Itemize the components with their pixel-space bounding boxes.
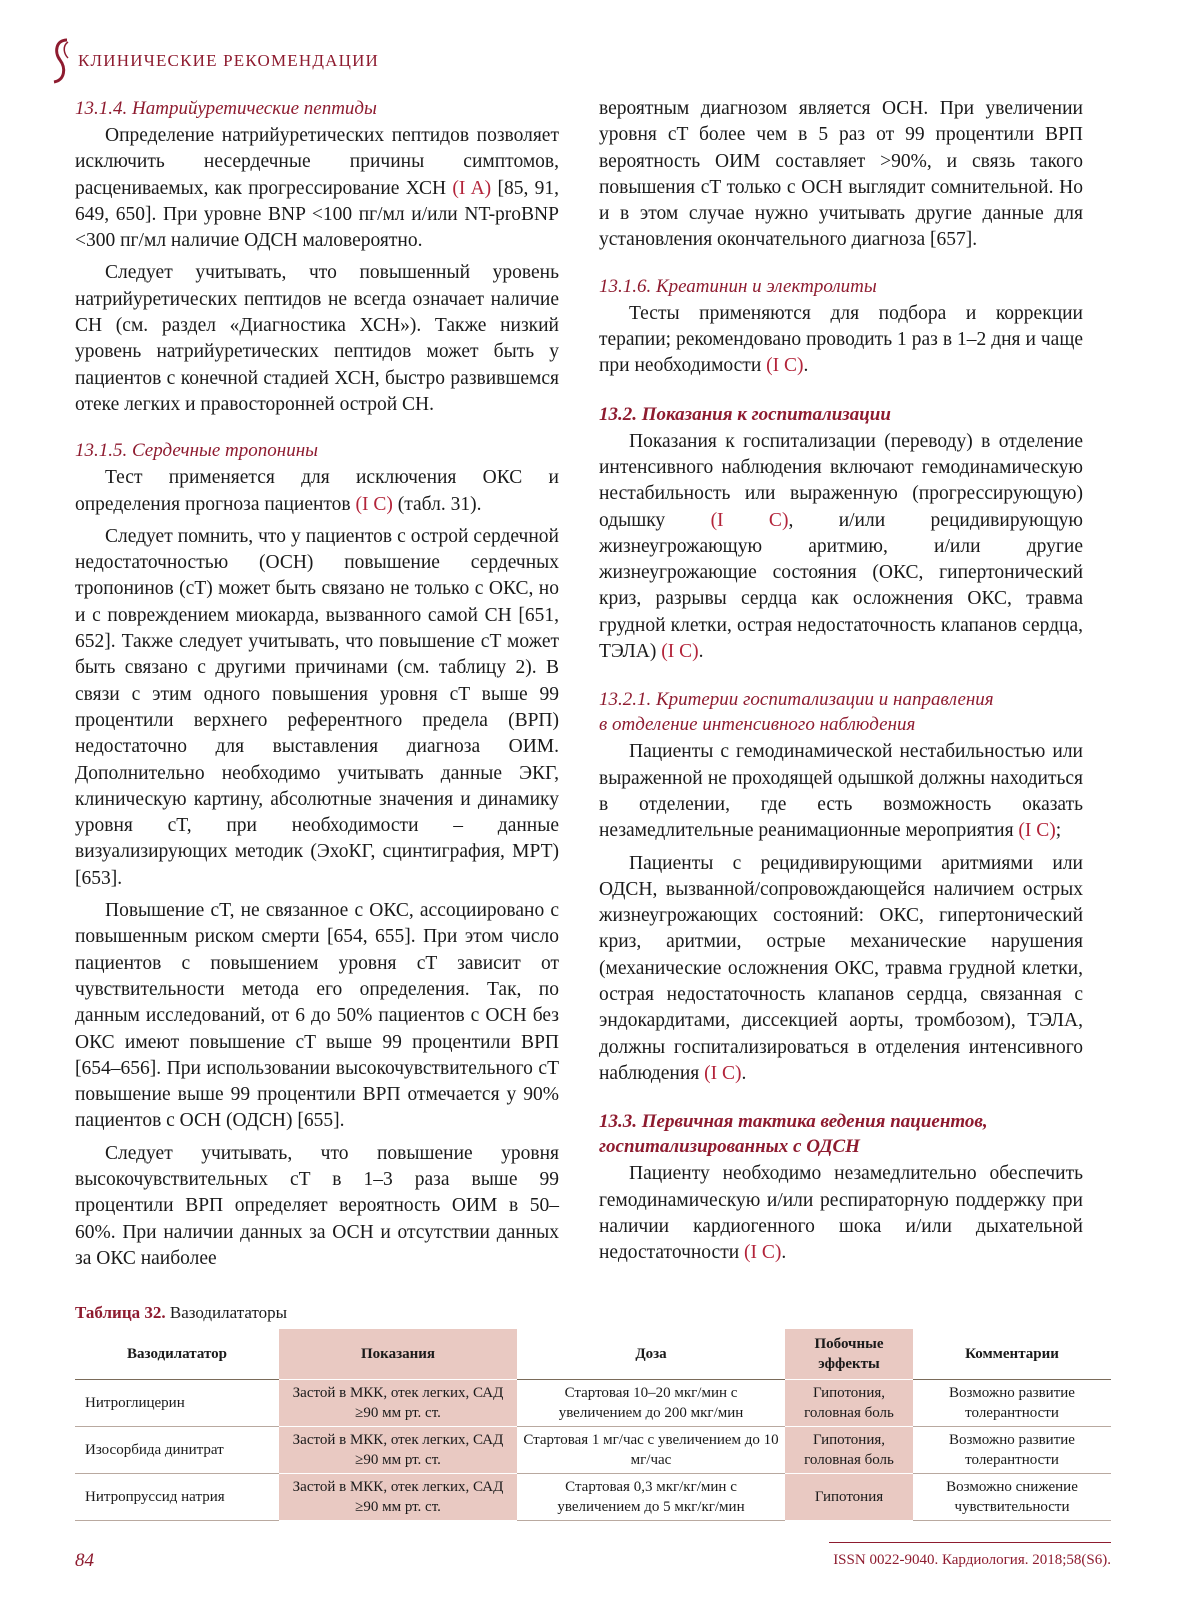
left-column: [75, 96, 559, 1272]
table-row: [75, 1380, 1111, 1427]
table-cell: Стартовая 1 мг/час с увеличением до 10 мг/час: [517, 1427, 785, 1474]
evidence-level: (I C): [704, 1062, 742, 1084]
heading-13-2: 13.2. Показания к госпитализации: [599, 403, 891, 425]
paragraph: Показания к госпитализации (переводу) в отделение интенсивного наблюдения включают гемодинамическую нестабильность или выраженную (прогрессирующую) одышку (I C), и/или рецидивирующую жизнеугрожающую аритмию, и/или другие жизнеугрожающие состояния (ОКС, гипертонический криз, разрывы сердца как осложнения ОКС, травма грудной клетки, острая недостаточность клапанов сердца, ТЭЛА) (I C).: [599, 430, 1083, 663]
paragraph: Пациенты с гемодинамической нестабильностью или выраженной не проходящей одышкой должны находиться в отделении, где есть возможность оказать незамедлительные реанимационные мероприятия (I C);: [599, 741, 1083, 842]
evidence-level: (I C): [766, 355, 804, 377]
paragraph: Следует учитывать, что повышение уровня высокочувствительных cT в 1–3 раза выше 99 процентили ВРП определяет вероятность ОИМ в 50–60%. При наличии данных за ОСН и отсутствии данных за ОКС наиболее: [75, 1142, 559, 1269]
table-cell: Гипотония, головная боль: [785, 1427, 913, 1474]
evidence-level: (I A): [452, 177, 492, 199]
right-column: [599, 96, 1083, 1266]
column-header: Комментарии: [913, 1329, 1111, 1380]
evidence-level: (I C): [1018, 820, 1056, 842]
table-cell: Гипотония: [785, 1474, 913, 1521]
paragraph: Пациенты с рецидивирующими аритмиями или ОДСН, вызванной/сопровождающейся наличием острых жизнеугрожающих состояний: ОКС, гипертонический криз, аритмии, острые механические нарушения (механические осложнения ОКС, травма грудной клетки, острая недостаточность клапанов сердца, связанная с эндокардитами, диссекцией аорты, тромбозом), ТЭЛА, должны госпитализироваться в отделения интенсивного наблюдения (I C).: [599, 852, 1083, 1084]
table-cell: Нитропруссид натрия: [75, 1474, 279, 1521]
column-header: Доза: [517, 1329, 785, 1380]
heading-13-1-4: 13.1.4. Натрийуретические пептиды: [75, 98, 377, 119]
table-cell: Застой в МКК, отек легких, САД ≥90 мм рт. ст.: [279, 1380, 517, 1427]
journal-logo-icon: [48, 36, 74, 86]
heading-13-1-5: 13.1.5. Сердечные тропонины: [75, 440, 318, 462]
heading-13-1-6: 13.1.6. Креатинин и электролиты: [599, 275, 877, 297]
paragraph: Пациенту необходимо незамедлительно обеспечить гемодинамическую и/или респираторную поддержку при наличии кардиогенного шока и/или дыхательной недостаточности (I C).: [599, 1163, 1083, 1264]
vasodilators-table: [75, 1329, 1111, 1521]
page-number: 84: [75, 1550, 94, 1571]
journal-citation: ISSN 0022-9040. Кардиология. 2018;58(S6).: [833, 1552, 1111, 1568]
evidence-level: (I C): [661, 641, 699, 663]
table-cell: Застой в МКК, отек легких, САД ≥90 мм рт. ст.: [279, 1474, 517, 1521]
heading-13-2-1: 13.2.1. Критерии госпитализации и направления в отделение интенсивного наблюдения: [599, 689, 994, 736]
heading-13-3: 13.3. Первичная тактика ведения пациентов, госпитализированных с ОДСН: [599, 1111, 988, 1158]
table-header-row: [75, 1329, 1111, 1380]
table-cell: Возможно развитие толерантности: [913, 1380, 1111, 1427]
table-cell: Возможно развитие толерантности: [913, 1427, 1111, 1474]
paragraph: Тест применяется для исключения ОКС и определения прогноза пациентов (I C) (табл. 31).: [75, 467, 559, 515]
evidence-level: (I C): [355, 493, 393, 515]
table-cell: Стартовая 0,3 мкг/кг/мин с увеличением до 5 мкг/кг/мин: [517, 1474, 785, 1521]
column-header: Показания: [279, 1329, 517, 1380]
footer-divider: [829, 1542, 1111, 1543]
paragraph: вероятным диагнозом является ОСН. При увеличении уровня cT более чем в 5 раз от 99 процентили ВРП вероятность ОИМ составляет >90%, и связь такого повышения cT только с ОСН выглядит сомнительной. Но и в этом случае нужно учитывать другие данные для установления окончательного диагноза [657].: [599, 98, 1083, 251]
table-cell: Возможно снижение чувствительности: [913, 1474, 1111, 1521]
page-header: [48, 36, 379, 86]
table-row: [75, 1474, 1111, 1521]
table-cell: Гипотония, головная боль: [785, 1380, 913, 1427]
paragraph: Следует учитывать, что повышенный уровень натрийуретических пептидов не всегда означает наличие СН (см. раздел «Диагностика ХСН»). Также низкий уровень натрийуретических пептидов может быть у пациентов с конечной стадией ХСН, быстро развившемся отеке легких и правосторонней острой СН.: [75, 262, 559, 415]
table-row: [75, 1427, 1111, 1474]
paragraph: Определение натрийуретических пептидов позволяет исключить несердечные причины симптомов, расцениваемых, как прогрессирование ХСН (I A) [85, 91, 649, 650]. При уровне BNP <100 пг/мл и/или NT-proBNP <300 пг/мл наличие ОДСН маловероятно.: [75, 125, 559, 252]
table-caption: Таблица 32. Вазодилататоры: [75, 1303, 288, 1322]
table-cell: Застой в МКК, отек легких, САД ≥90 мм рт. ст.: [279, 1427, 517, 1474]
paragraph: Следует помнить, что у пациентов с острой сердечной недостаточностью (ОСН) повышение сердечных тропонинов (cT) может быть связано не только с ОКС, но и с повреждением миокарда, вызванного самой СН [651, 652]. Также следует учитывать, что повышение cT может быть связано с другими причинами (см. таблицу 2). В связи с этим одного повышения уровня cT выше 99 процентили верхнего референтного предела (ВРП) недостаточно для выставления диагноза ОИМ. Дополнительно необходимо учитывать данные ЭКГ, клиническую картину, абсолютные значения и динамику уровня cT, при необходимости – данные визуализирующих методик (ЭхоКГ, сцинтиграфия, МРТ) [653].: [75, 525, 559, 889]
evidence-level: (I C): [710, 509, 789, 531]
column-header: Побочные эффекты: [785, 1329, 913, 1380]
table-cell: Нитроглицерин: [75, 1380, 279, 1427]
paragraph: Повышение cT, не связанное с ОКС, ассоциировано с повышенным риском смерти [654, 655]. При этом число пациентов с повышением уровня cT зависит от чувствительности метода его определения. Так, по данным исследований, от 6 до 50% пациентов с ОСН без ОКС имеют повышение cT выше 99 процентили ВРП [654–656]. При использовании высокочувствительного cT повышение выше 99 процентили ВРП отмечается у 90% пациентов с ОСН (ОДСН) [655].: [75, 900, 559, 1132]
table-cell: Изосорбида динитрат: [75, 1427, 279, 1474]
paragraph: Тесты применяются для подбора и коррекции терапии; рекомендовано проводить 1 раз в 1–2 дня и чаще при необходимости (I C).: [599, 302, 1083, 377]
evidence-level: (I C): [744, 1242, 782, 1264]
section-title: КЛИНИЧЕСКИЕ РЕКОМЕНДАЦИИ: [78, 51, 380, 70]
column-header: Вазодилататор: [75, 1329, 279, 1380]
table-cell: Стартовая 10–20 мкг/мин с увеличением до 200 мкг/мин: [517, 1380, 785, 1427]
